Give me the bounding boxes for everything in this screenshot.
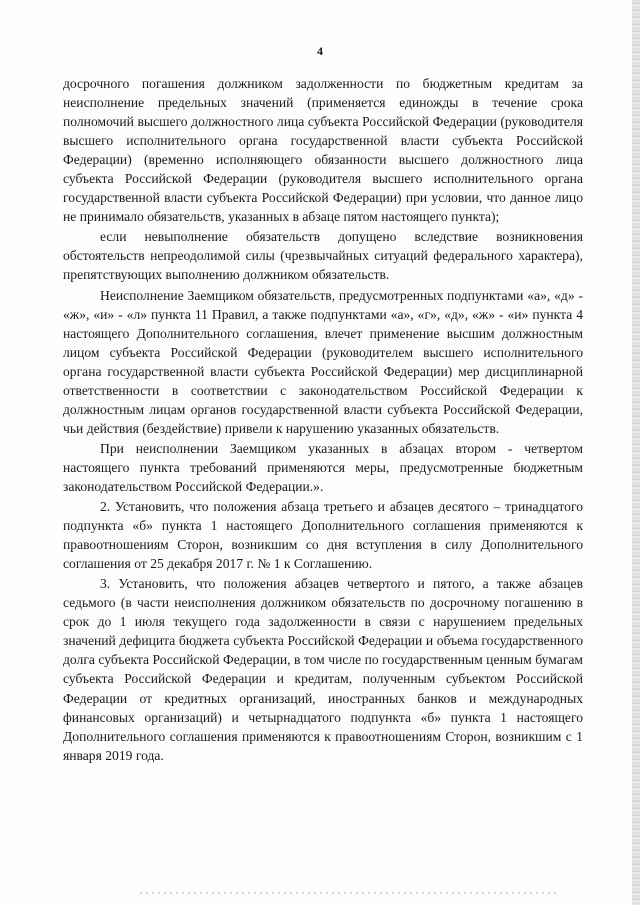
paragraph-force-majeure: если невыполнение обязательств допущено вследствие возникновения обстоятельств непреодолимой силы (чрезвычайных ситуаций федерального характера), препятствующих выполнению должником обязательств. (63, 229, 583, 283)
scan-bottom-artifact (140, 892, 560, 894)
scan-edge-artifact (632, 0, 640, 905)
paragraph-clause-2: 2. Установить, что положения абзаца третьего и абзацев десятого – тринадцатого подпункта «б» пункта 1 настоящего Дополнительного соглашения применяются к правоотношениям Сторон, возникшим со дня вступления в силу Дополнительного соглашения от 25 декабря 2017 г. № 1 к Соглашению. (63, 499, 583, 572)
paragraph-continuation: досрочного погашения должником задолженности по бюджетным кредитам за неисполнение предельных значений (применяется единожды в течение срока полномочий высшего должностного лица субъекта Российской Федерации (руководителя высшего исполнительного органа государственной власти субъекта Российской Федерации) (временно исполняющего обязанности высшего должностного лица субъекта Российской Федерации (руководителя высшего исполнительного органа государственной власти субъекта Российской Федерации) при условии, что данное лицо не принимало обязательств, указанных в абзаце пятом настоящего пункта); (63, 76, 583, 225)
document-body (63, 74, 583, 766)
paragraph-nonperformance: Неисполнение Заемщиком обязательств, предусмотренных подпунктами «а», «д» - «ж», «и» - «л» пункта 11 Правил, а также подпунктами «а», «г», «д», «ж» - «и» пункта 4 настоящего Дополнительного соглашения, влечет применение высшим должностным лицом субъекта Российской Федерации (руководителем высшего исполнительного органа государственной власти субъекта Российской Федерации) мер дисциплинарной ответственности в соответствии с законодательством Российской Федерации к должностным лицам органов государственной власти субъекта Российской Федерации, чьи действия (бездействие) привели к нарушению указанных обязательств. (63, 287, 583, 436)
page-number: 4 (317, 44, 323, 58)
paragraph-clause-3: 3. Установить, что положения абзацев четвертого и пятого, а также абзацев седьмого (в части неисполнения должником обязательств по досрочному погашению в срок до 1 июля текущего года задолженности в связи с нарушением предельных значений дефицита бюджета субъекта Российской Федерации и объема государственного долга субъекта Российской Федерации, в том числе по государственным ценным бумагам субъекта Российской Федерации и кредитам, полученным субъектом Российской Федерации от кредитных организаций, иностранных банков и международных финансовых организаций) и четырнадцатого подпункта «б» пункта 1 настоящего Дополнительного соглашения применяются к правоотношениям Сторон, возникшим с 1 января 2019 года. (63, 576, 583, 763)
paragraph-measures: При неисполнении Заемщиком указанных в абзацах втором - четвертом настоящего пункта требований применяются меры, предусмотренные бюджетным законодательством Российской Федерации.». (63, 440, 583, 494)
